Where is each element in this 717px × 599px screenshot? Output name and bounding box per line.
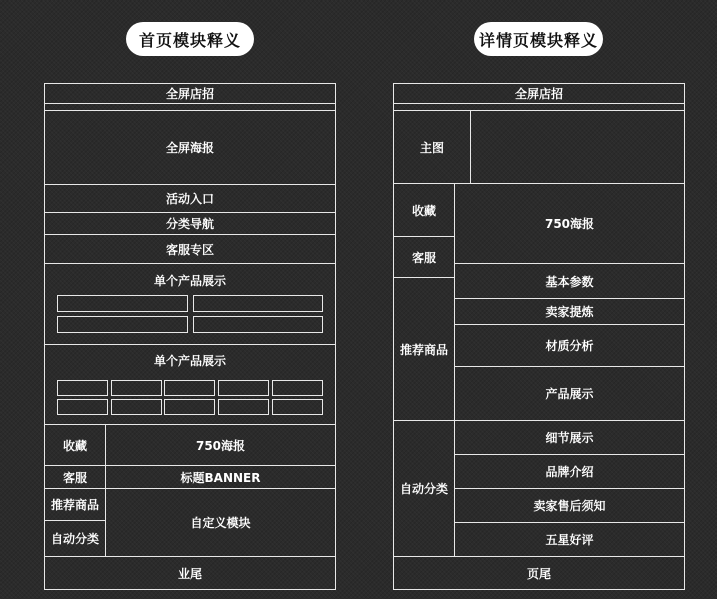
detail-main-image-area (470, 110, 685, 184)
home-title: 首页模块释义 (126, 22, 254, 56)
home-product-show-2-label: 单个产品展示 (153, 354, 226, 368)
home-poster-750: 750海报 (105, 424, 336, 466)
home-product-slot (272, 399, 323, 415)
detail-after-sales: 卖家售后须知 (454, 488, 685, 523)
detail-poster-750: 750海报 (454, 183, 685, 264)
home-product-show-1-label: 单个产品展示 (153, 274, 226, 288)
home-footer: 业尾 (44, 556, 336, 590)
home-product-slot (111, 380, 162, 396)
home-fullscreen-poster: 全屏海报 (44, 110, 336, 185)
home-product-slot (57, 316, 188, 333)
detail-seller-refine: 卖家提炼 (454, 298, 685, 325)
detail-footer: 页尾 (393, 556, 685, 590)
detail-favorite: 收藏 (393, 183, 455, 237)
home-product-slot (193, 316, 323, 333)
detail-store-sign: 全屏店招 (393, 83, 685, 104)
home-recommend: 推荐商品 (44, 488, 106, 521)
home-category-nav: 分类导航 (44, 212, 336, 235)
detail-recommend: 推荐商品 (393, 277, 455, 421)
home-product-slot (164, 399, 215, 415)
detail-product-show: 产品展示 (454, 366, 685, 421)
home-product-slot (111, 399, 162, 415)
home-product-slot (57, 295, 188, 312)
detail-basic-params: 基本参数 (454, 263, 685, 299)
detail-material-analysis: 材质分析 (454, 324, 685, 367)
detail-detail-show: 细节展示 (454, 420, 685, 455)
detail-main-image: 主图 (393, 110, 471, 184)
home-product-slot (218, 380, 269, 396)
home-product-slot (218, 399, 269, 415)
home-title-banner: 标题BANNER (105, 465, 336, 489)
home-product-slot (57, 380, 108, 396)
detail-five-star: 五星好评 (454, 522, 685, 557)
home-auto-category: 自动分类 (44, 520, 106, 557)
home-store-sign: 全屏店招 (44, 83, 336, 104)
home-product-slot (193, 295, 323, 312)
home-product-slot (164, 380, 215, 396)
detail-auto-category: 自动分类 (393, 420, 455, 557)
home-favorite: 收藏 (44, 424, 106, 466)
detail-title: 详情页模块释义 (474, 22, 603, 56)
detail-service: 客服 (393, 236, 455, 278)
home-service: 客服 (44, 465, 106, 489)
home-service-zone: 客服专区 (44, 234, 336, 264)
home-custom-module: 自定义模块 (105, 488, 336, 557)
detail-brand-intro: 品牌介绍 (454, 454, 685, 489)
home-activity-entry: 活动入口 (44, 184, 336, 213)
home-product-slot (272, 380, 323, 396)
home-product-slot (57, 399, 108, 415)
